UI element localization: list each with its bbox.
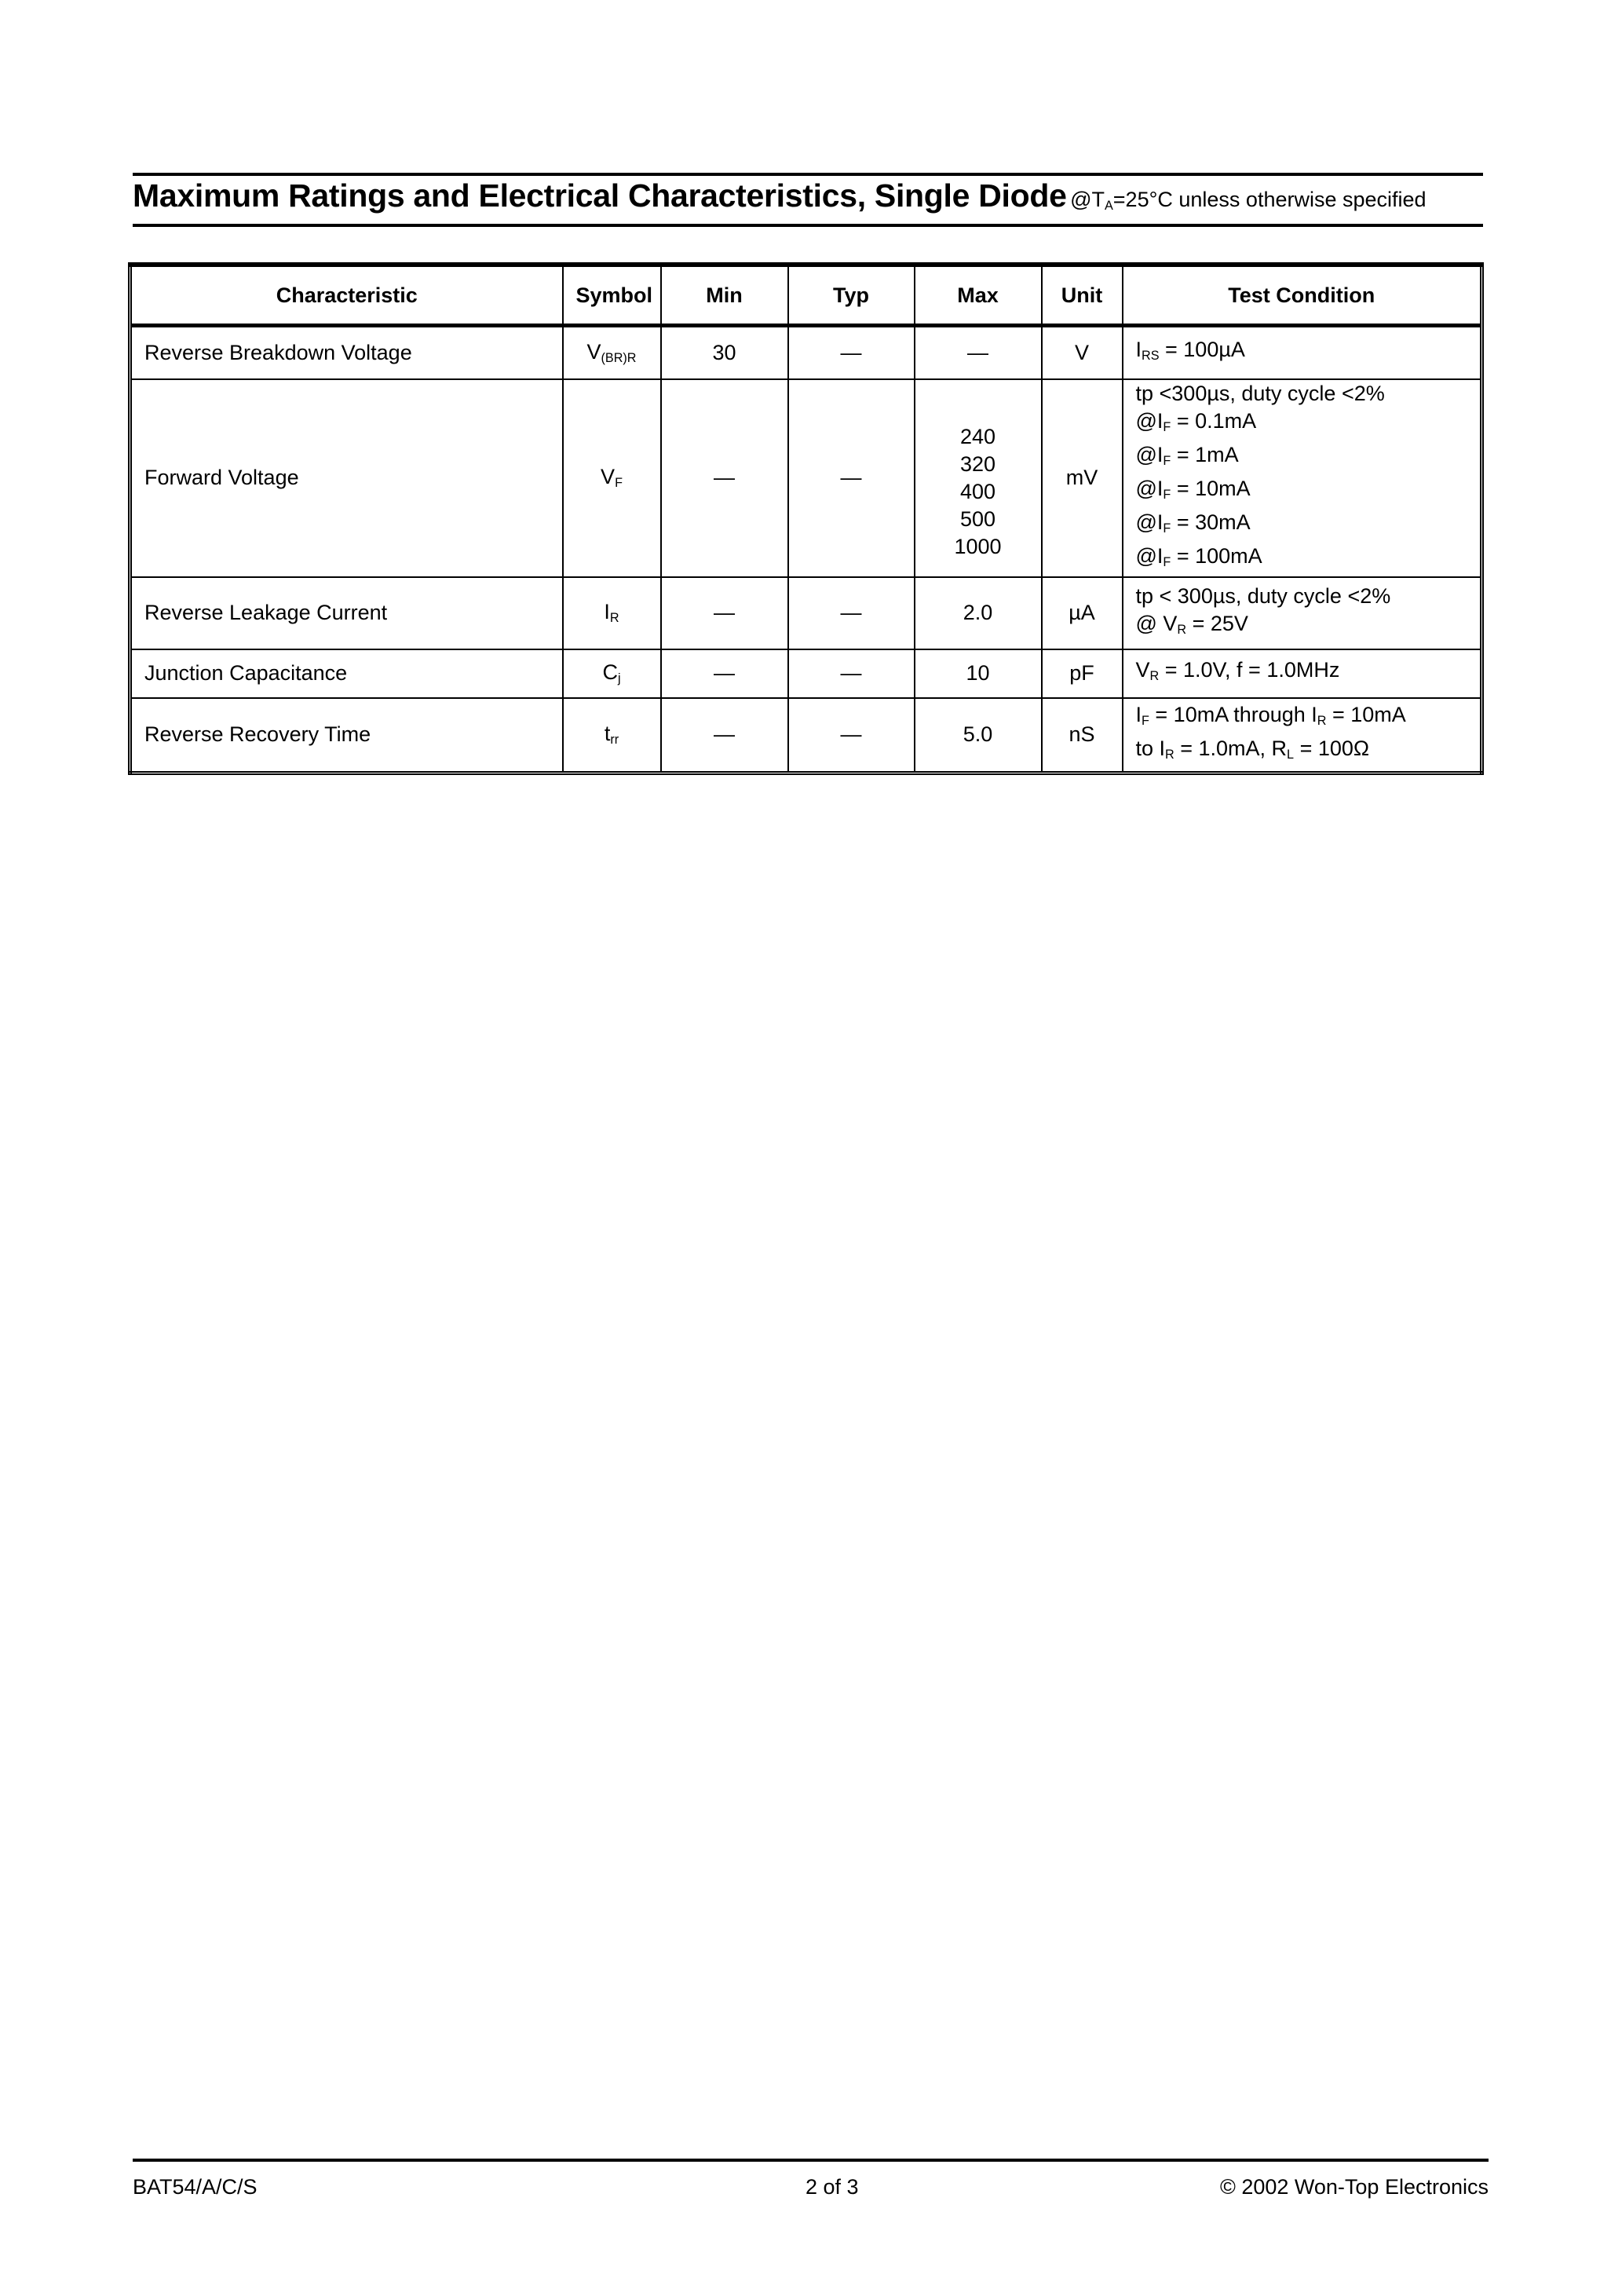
min-cell: — [661,649,788,698]
condition-line [1136,543,1468,576]
symbol-subscript: (BR)R [601,350,637,365]
condition-line [1136,583,1468,610]
condition-line [1136,701,1468,735]
unit-cell: V [1042,326,1123,379]
max-value: 320 [959,452,996,476]
max-value: — [967,340,988,364]
max-value: 1000 [954,534,1002,558]
symbol: I [604,600,610,624]
condition-subscript: F [1163,487,1171,502]
test-condition-cell [1123,379,1482,577]
condition-text: @I [1135,442,1164,466]
title-underline [133,224,1483,227]
max-cell [915,379,1042,577]
condition-text: = 100mA [1171,543,1262,568]
condition-subscript: F [1163,419,1171,434]
condition-subscript: R [1177,622,1187,637]
column-header: Unit [1042,265,1123,326]
condition-text: = 10mA [1326,702,1406,726]
max-value: 500 [959,506,996,531]
condition-text: = 1.0mA, R [1174,736,1288,760]
table-row [130,326,1482,379]
footer-page-number: 2 of 3 [806,2175,859,2199]
characteristic-cell: Reverse Breakdown Voltage [130,326,563,379]
title-condition: $@T_A=25^\circ C$ unless otherwise specified [1070,188,1427,214]
column-header: Test Condition [1123,265,1482,326]
column-header: Symbol [563,265,661,326]
condition-subscript: R [1149,669,1160,684]
test-condition-cell [1123,326,1482,379]
symbol: V [601,465,616,489]
condition-subscript: F [1163,554,1171,569]
max-value: 240 [959,424,996,448]
condition-text: = 1.0V, f = 1.0MHz [1159,658,1340,682]
column-header: Characteristic [130,265,563,326]
min-cell: — [661,698,788,773]
typ-cell: — [788,326,915,379]
min-cell: 30 [661,326,788,379]
max-value: 5.0 [963,722,993,747]
condition-text: tp < 300µs, duty cycle <2% [1135,583,1391,608]
condition-line [1136,610,1468,644]
symbol-subscript: j [617,671,621,686]
symbol-subscript: R [609,611,619,626]
condition-subscript: F [1163,521,1171,536]
symbol-cell [563,577,661,649]
condition-text: = 100µA [1159,337,1245,361]
condition-line [1136,656,1468,690]
symbol: C [602,660,618,685]
condition-text: = 100Ω [1294,736,1370,760]
typ-cell: — [788,649,915,698]
max-value: 10 [966,661,990,686]
max-cell [915,577,1042,649]
max-value: 400 [959,479,996,503]
condition-line [1136,441,1468,475]
table-row [130,379,1482,577]
condition-subscript: R [1317,713,1327,728]
condition-text: tp <300µs, duty cycle <2% [1135,381,1385,405]
symbol: V [586,339,601,364]
condition-text: @I [1135,510,1164,534]
table-row [130,698,1482,773]
unit-cell: pF [1042,649,1123,698]
condition-subscript: R [1165,748,1174,762]
condition-text: I [1135,337,1142,361]
min-cell: — [661,577,788,649]
typ-cell: — [788,577,915,649]
condition-text: I [1135,702,1142,726]
title-main: Maximum Ratings and Electrical Characteristics, Single Diode [133,177,1067,214]
condition-subscript: L [1287,748,1295,762]
column-header: Min [661,265,788,326]
condition-text: to I [1135,736,1166,760]
typ-cell: — [788,379,915,577]
condition-text: = 10mA through I [1149,702,1317,726]
section-title [133,177,1483,214]
unit-cell: mV [1042,379,1123,577]
condition-text: @I [1135,408,1164,433]
symbol-cell [563,379,661,577]
max-value: 2.0 [963,601,993,625]
characteristic-cell: Reverse Leakage Current [130,577,563,649]
condition-text: = 10mA [1171,476,1251,500]
symbol-cell [563,649,661,698]
condition-text: = 30mA [1171,510,1251,534]
test-condition-cell [1123,649,1482,698]
symbol-subscript: F [615,476,623,491]
characteristic-cell: Reverse Recovery Time [130,698,563,773]
column-header: Typ [788,265,915,326]
condition-line [1136,336,1468,370]
characteristics-table [128,262,1484,775]
condition-text: @ V [1135,611,1178,635]
condition-text: V [1135,658,1150,682]
condition-line [1136,735,1468,769]
max-cell [915,698,1042,773]
condition-subscript: F [1163,453,1171,468]
test-condition-cell [1123,698,1482,773]
condition-line [1136,380,1468,408]
footer-copyright: © 2002 Won-Top Electronics [1219,2175,1489,2199]
condition-text: @I [1135,543,1164,568]
column-header: Max [915,265,1042,326]
unit-cell: nS [1042,698,1123,773]
footer-part-number: BAT54/A/C/S [133,2175,258,2199]
characteristic-cell: Forward Voltage [130,379,563,577]
condition-subscript: RS [1142,348,1160,363]
condition-line [1136,475,1468,509]
max-cell [915,649,1042,698]
table-header-row [130,265,1482,326]
top-rule [133,173,1483,176]
condition-line [1136,509,1468,543]
characteristic-cell: Junction Capacitance [130,649,563,698]
min-cell: — [661,379,788,577]
symbol-cell [563,326,661,379]
condition-text: = 0.1mA [1171,408,1257,433]
footer-rule [133,2159,1489,2162]
unit-cell: µA [1042,577,1123,649]
condition-text: @I [1135,476,1164,500]
condition-line [1136,408,1468,441]
typ-cell: — [788,698,915,773]
condition-text: = 25V [1186,611,1248,635]
symbol-cell [563,698,661,773]
symbol: t [604,722,611,746]
table-row [130,577,1482,649]
condition-subscript: F [1142,713,1149,728]
table-row [130,649,1482,698]
symbol-subscript: rr [610,733,619,748]
max-cell [915,326,1042,379]
condition-text: = 1mA [1171,442,1239,466]
test-condition-cell [1123,577,1482,649]
